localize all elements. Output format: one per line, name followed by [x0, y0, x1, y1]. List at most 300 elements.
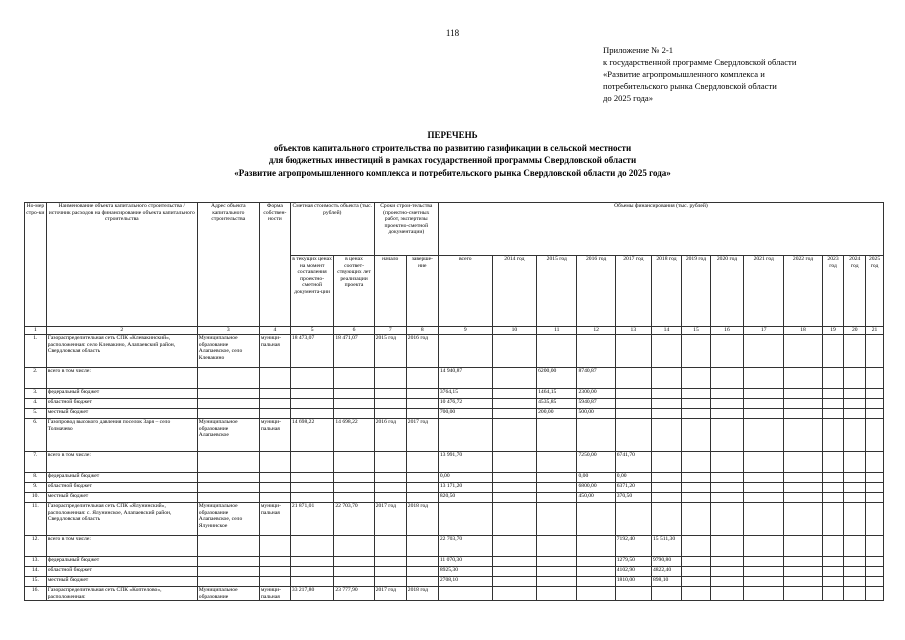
- year-amount: [866, 587, 884, 601]
- year-amount: [492, 536, 536, 557]
- column-number: 5: [290, 327, 333, 335]
- appendix-note: [603, 44, 893, 104]
- year-amount: [784, 567, 822, 577]
- year-amount: 15 511,30: [651, 536, 681, 557]
- object-address: [197, 567, 259, 577]
- year-amount: [784, 452, 822, 473]
- year-amount: [866, 452, 884, 473]
- year-amount: [844, 335, 866, 368]
- year-amount: [577, 503, 615, 536]
- year-amount: [844, 399, 866, 409]
- header-end: заверше-ние: [406, 256, 438, 327]
- header-year: 2016 год: [577, 256, 615, 327]
- year-amount: [577, 536, 615, 557]
- start-year: 2017 год: [374, 587, 406, 601]
- year-amount: 4535,85: [537, 399, 577, 409]
- year-amount: [710, 503, 743, 536]
- start-year: [374, 483, 406, 493]
- year-amount: 200,00: [537, 409, 577, 419]
- end-year: [406, 452, 438, 473]
- header-num: Но-мер стро-ки: [25, 203, 47, 327]
- year-amount: [710, 536, 743, 557]
- year-amount: 7192,40: [615, 536, 651, 557]
- year-amount: [537, 577, 577, 587]
- object-name: Газопровод высокого давления поселок Заря – село Толмачево: [46, 419, 197, 452]
- column-number: 15: [681, 327, 710, 335]
- year-amount: [681, 419, 710, 452]
- ownership: [259, 577, 290, 587]
- title-line: объектов капитального строительства по развитию газификации в сельской местности: [273, 142, 632, 153]
- total-amount: 2708,10: [438, 577, 492, 587]
- start-year: 2017 год: [374, 503, 406, 536]
- cost-current: [290, 577, 333, 587]
- year-amount: [744, 483, 784, 493]
- column-number: 11: [537, 327, 577, 335]
- year-amount: [492, 368, 536, 389]
- ownership: муници-пальная: [259, 503, 290, 536]
- year-amount: 6741,70: [615, 452, 651, 473]
- object-name: местный бюджет: [46, 409, 197, 419]
- cost-years: 18 471,07: [334, 335, 374, 368]
- cost-years: [334, 399, 374, 409]
- year-amount: [784, 419, 822, 452]
- year-amount: 898,10: [651, 577, 681, 587]
- year-amount: [866, 473, 884, 483]
- object-name: всего в том числе:: [46, 452, 197, 473]
- header-year: 2025 год: [866, 256, 884, 327]
- year-amount: [784, 493, 822, 503]
- year-amount: [492, 493, 536, 503]
- column-number: 9: [438, 327, 492, 335]
- ownership: [259, 473, 290, 483]
- column-number: 2: [46, 327, 197, 335]
- column-number: 7: [374, 327, 406, 335]
- year-amount: [710, 368, 743, 389]
- year-amount: [681, 409, 710, 419]
- table-row: [25, 483, 884, 493]
- header-year: 2023 год: [822, 256, 844, 327]
- cost-years: 23 777,90: [334, 587, 374, 601]
- object-name: Газораспределительная сеть СПК «Коптелово», расположенная:: [46, 587, 197, 601]
- row-number: 6.: [25, 419, 47, 452]
- object-name: всего в том числе:: [46, 368, 197, 389]
- year-amount: [822, 567, 844, 577]
- table-row: [25, 493, 884, 503]
- cost-years: [334, 493, 374, 503]
- year-amount: [681, 452, 710, 473]
- year-amount: [492, 452, 536, 473]
- year-amount: [651, 493, 681, 503]
- year-amount: 1464,15: [537, 389, 577, 399]
- row-number: 2.: [25, 368, 47, 389]
- end-year: [406, 493, 438, 503]
- row-number: 9.: [25, 483, 47, 493]
- year-amount: [651, 409, 681, 419]
- column-number: 19: [822, 327, 844, 335]
- year-amount: [822, 536, 844, 557]
- column-number: 16: [710, 327, 743, 335]
- year-amount: [681, 503, 710, 536]
- year-amount: [744, 577, 784, 587]
- row-number: 1.: [25, 335, 47, 368]
- cost-current: [290, 389, 333, 399]
- ownership: [259, 389, 290, 399]
- year-amount: [866, 409, 884, 419]
- year-amount: [744, 536, 784, 557]
- year-amount: [710, 409, 743, 419]
- table-row: [25, 409, 884, 419]
- year-amount: 2300,00: [577, 389, 615, 399]
- year-amount: [537, 419, 577, 452]
- object-name: местный бюджет: [46, 493, 197, 503]
- header-row: [25, 203, 884, 256]
- year-amount: [615, 503, 651, 536]
- year-amount: [492, 389, 536, 399]
- column-number: 12: [577, 327, 615, 335]
- table-row: [25, 399, 884, 409]
- year-amount: [577, 419, 615, 452]
- year-amount: [615, 389, 651, 399]
- start-year: [374, 399, 406, 409]
- cost-current: [290, 483, 333, 493]
- cost-years: [334, 409, 374, 419]
- end-year: 2017 год: [406, 419, 438, 452]
- appendix-line: «Развитие агропромышленного комплекса и: [603, 69, 765, 79]
- year-amount: [822, 483, 844, 493]
- year-amount: [710, 473, 743, 483]
- year-amount: [651, 483, 681, 493]
- year-amount: [784, 409, 822, 419]
- total-amount: [438, 419, 492, 452]
- end-year: [406, 483, 438, 493]
- year-amount: [866, 399, 884, 409]
- year-amount: 7250,00: [577, 452, 615, 473]
- year-amount: [744, 557, 784, 567]
- object-address: Муниципальное образование Алапаевское, село Ялунинское: [197, 503, 259, 536]
- table-row: [25, 577, 884, 587]
- year-amount: 4102,90: [615, 567, 651, 577]
- year-amount: [710, 577, 743, 587]
- row-number: 8.: [25, 473, 47, 483]
- header-cost-years: в ценах соответ-ствующих лет реализации проекта: [334, 256, 374, 327]
- year-amount: [866, 536, 884, 557]
- year-amount: [492, 399, 536, 409]
- year-amount: 370,50: [615, 493, 651, 503]
- year-amount: [615, 419, 651, 452]
- year-amount: [866, 368, 884, 389]
- object-name: областной бюджет: [46, 567, 197, 577]
- year-amount: [844, 452, 866, 473]
- year-amount: [822, 399, 844, 409]
- table-row: [25, 452, 884, 473]
- ownership: [259, 368, 290, 389]
- year-amount: 5940,87: [577, 399, 615, 409]
- year-amount: [492, 557, 536, 567]
- object-address: [197, 409, 259, 419]
- year-amount: [681, 399, 710, 409]
- year-amount: [492, 419, 536, 452]
- total-amount: 820,50: [438, 493, 492, 503]
- year-amount: [681, 577, 710, 587]
- appendix-line: к государственной программе Свердловской области: [603, 57, 797, 67]
- end-year: 2016 год: [406, 335, 438, 368]
- year-amount: [844, 567, 866, 577]
- column-number: 6: [334, 327, 374, 335]
- start-year: [374, 368, 406, 389]
- object-address: [197, 389, 259, 399]
- cost-current: [290, 557, 333, 567]
- year-amount: [577, 335, 615, 368]
- year-amount: [710, 399, 743, 409]
- year-amount: [784, 577, 822, 587]
- object-name: областной бюджет: [46, 483, 197, 493]
- year-amount: [537, 536, 577, 557]
- year-amount: [492, 473, 536, 483]
- end-year: 2018 год: [406, 503, 438, 536]
- header-address: Адрес объекта капитального строительства: [197, 203, 259, 327]
- column-number: 13: [615, 327, 651, 335]
- ownership: [259, 493, 290, 503]
- year-amount: [744, 587, 784, 601]
- year-amount: [844, 587, 866, 601]
- year-amount: [681, 557, 710, 567]
- ownership: муници-пальная: [259, 419, 290, 452]
- year-amount: 1810,00: [615, 577, 651, 587]
- header-year: 2024 год: [844, 256, 866, 327]
- year-amount: 450,00: [577, 493, 615, 503]
- start-year: [374, 536, 406, 557]
- start-year: [374, 493, 406, 503]
- year-amount: [651, 335, 681, 368]
- ownership: [259, 557, 290, 567]
- cost-years: [334, 567, 374, 577]
- column-number: 21: [866, 327, 884, 335]
- row-number: 4.: [25, 399, 47, 409]
- end-year: [406, 567, 438, 577]
- year-amount: [744, 389, 784, 399]
- cost-years: [334, 473, 374, 483]
- ownership: [259, 409, 290, 419]
- end-year: [406, 536, 438, 557]
- start-year: 2015 год: [374, 335, 406, 368]
- object-name: федеральный бюджет: [46, 473, 197, 483]
- cost-years: [334, 577, 374, 587]
- column-number: 4: [259, 327, 290, 335]
- start-year: [374, 567, 406, 577]
- year-amount: [710, 452, 743, 473]
- year-amount: [537, 473, 577, 483]
- year-amount: 6800,00: [577, 483, 615, 493]
- cost-years: [334, 452, 374, 473]
- appendix-line: до 2025 года»: [603, 93, 653, 103]
- cost-years: 22 703,70: [334, 503, 374, 536]
- year-amount: [844, 577, 866, 587]
- end-year: [406, 368, 438, 389]
- column-number: 17: [744, 327, 784, 335]
- year-amount: [744, 503, 784, 536]
- year-amount: [651, 389, 681, 399]
- year-amount: [615, 409, 651, 419]
- total-amount: 3764,15: [438, 389, 492, 399]
- cost-current: 18 473,07: [290, 335, 333, 368]
- column-number: 3: [197, 327, 259, 335]
- year-amount: [492, 335, 536, 368]
- year-amount: [710, 567, 743, 577]
- year-amount: [784, 557, 822, 567]
- year-amount: [822, 587, 844, 601]
- object-address: [197, 399, 259, 409]
- cost-years: [334, 536, 374, 557]
- year-amount: [537, 493, 577, 503]
- year-amount: [822, 493, 844, 503]
- year-amount: [822, 577, 844, 587]
- cost-years: 14 698,22: [334, 419, 374, 452]
- year-amount: [784, 389, 822, 399]
- column-number: 18: [784, 327, 822, 335]
- year-amount: [844, 493, 866, 503]
- year-amount: [844, 389, 866, 399]
- object-address: Муниципальное образование Алапаевское: [197, 419, 259, 452]
- year-amount: 4822,40: [651, 567, 681, 577]
- start-year: [374, 452, 406, 473]
- year-amount: [615, 335, 651, 368]
- year-amount: [744, 368, 784, 389]
- table-row: [25, 419, 884, 452]
- year-amount: [651, 503, 681, 536]
- year-amount: [822, 503, 844, 536]
- row-number: 16.: [25, 587, 47, 601]
- year-amount: [710, 335, 743, 368]
- document-title: [0, 129, 905, 179]
- start-year: 2016 год: [374, 419, 406, 452]
- year-amount: [866, 335, 884, 368]
- header-cost-current: в текущих ценах на момент составления проектно-сметной документа-ции: [290, 256, 333, 327]
- start-year: [374, 473, 406, 483]
- year-amount: [577, 567, 615, 577]
- cost-years: [334, 557, 374, 567]
- header-year: 2017 год: [615, 256, 651, 327]
- year-amount: [744, 493, 784, 503]
- end-year: [406, 473, 438, 483]
- year-amount: [784, 399, 822, 409]
- year-amount: [822, 473, 844, 483]
- year-amount: [744, 335, 784, 368]
- table-row: [25, 335, 884, 368]
- year-amount: [537, 557, 577, 567]
- year-amount: [744, 452, 784, 473]
- end-year: [406, 409, 438, 419]
- year-amount: [537, 567, 577, 577]
- year-amount: [537, 335, 577, 368]
- year-amount: [744, 419, 784, 452]
- year-amount: [492, 503, 536, 536]
- year-amount: [866, 419, 884, 452]
- end-year: 2018 год: [406, 587, 438, 601]
- year-amount: [615, 587, 651, 601]
- year-amount: [784, 503, 822, 536]
- year-amount: [844, 409, 866, 419]
- year-amount: [681, 335, 710, 368]
- year-amount: [844, 473, 866, 483]
- year-amount: [681, 536, 710, 557]
- total-amount: 14 940,87: [438, 368, 492, 389]
- cost-current: [290, 452, 333, 473]
- year-amount: [710, 587, 743, 601]
- appendix-line: потребительского рынка Свердловской области: [603, 81, 777, 91]
- page-number: 118: [445, 28, 460, 38]
- year-amount: [651, 473, 681, 483]
- year-amount: [681, 483, 710, 493]
- object-address: [197, 368, 259, 389]
- title-line: ПЕРЕЧЕНЬ: [427, 130, 478, 140]
- cost-current: [290, 368, 333, 389]
- ownership: муници-пальная: [259, 587, 290, 601]
- cost-current: 33 217,80: [290, 587, 333, 601]
- total-amount: 0,00: [438, 473, 492, 483]
- title-line: «Развитие агропромышленного комплекса и потребительского рынка Свердловской области до 2025 года»: [234, 167, 671, 178]
- total-amount: [438, 503, 492, 536]
- year-amount: [710, 389, 743, 399]
- year-amount: [537, 587, 577, 601]
- total-amount: 11 070,30: [438, 557, 492, 567]
- cost-current: [290, 399, 333, 409]
- year-amount: [822, 389, 844, 399]
- object-address: [197, 493, 259, 503]
- start-year: [374, 557, 406, 567]
- row-number: 12.: [25, 536, 47, 557]
- header-year: 2020 год: [710, 256, 743, 327]
- ownership: [259, 483, 290, 493]
- year-amount: [822, 557, 844, 567]
- year-amount: [784, 587, 822, 601]
- row-number: 3.: [25, 389, 47, 399]
- year-amount: [681, 567, 710, 577]
- cost-current: [290, 409, 333, 419]
- header-name: Наименование объекта капитального строительства / источник расходов на финансирование объекта капитального строительства: [46, 203, 197, 327]
- cost-current: [290, 493, 333, 503]
- year-amount: [651, 419, 681, 452]
- year-amount: [537, 483, 577, 493]
- year-amount: [492, 577, 536, 587]
- header-year: 2018 год: [651, 256, 681, 327]
- year-amount: [681, 493, 710, 503]
- ownership: муници-пальная: [259, 335, 290, 368]
- object-name: федеральный бюджет: [46, 557, 197, 567]
- column-number: 10: [492, 327, 536, 335]
- year-amount: 6200,00: [537, 368, 577, 389]
- total-amount: 13 171,20: [438, 483, 492, 493]
- table-row: [25, 368, 884, 389]
- cost-current: [290, 473, 333, 483]
- year-amount: [681, 587, 710, 601]
- end-year: [406, 399, 438, 409]
- table-row: [25, 389, 884, 399]
- object-address: Муниципальное образование Алапаевское, село Клевакино: [197, 335, 259, 368]
- cost-current: 21 871,01: [290, 503, 333, 536]
- year-amount: [866, 503, 884, 536]
- total-amount: 700,00: [438, 409, 492, 419]
- year-amount: [784, 536, 822, 557]
- ownership: [259, 399, 290, 409]
- year-amount: [492, 567, 536, 577]
- cost-years: [334, 483, 374, 493]
- start-year: [374, 389, 406, 399]
- ownership: [259, 536, 290, 557]
- year-amount: [710, 419, 743, 452]
- column-number: 20: [844, 327, 866, 335]
- table-row: [25, 503, 884, 536]
- cost-years: [334, 368, 374, 389]
